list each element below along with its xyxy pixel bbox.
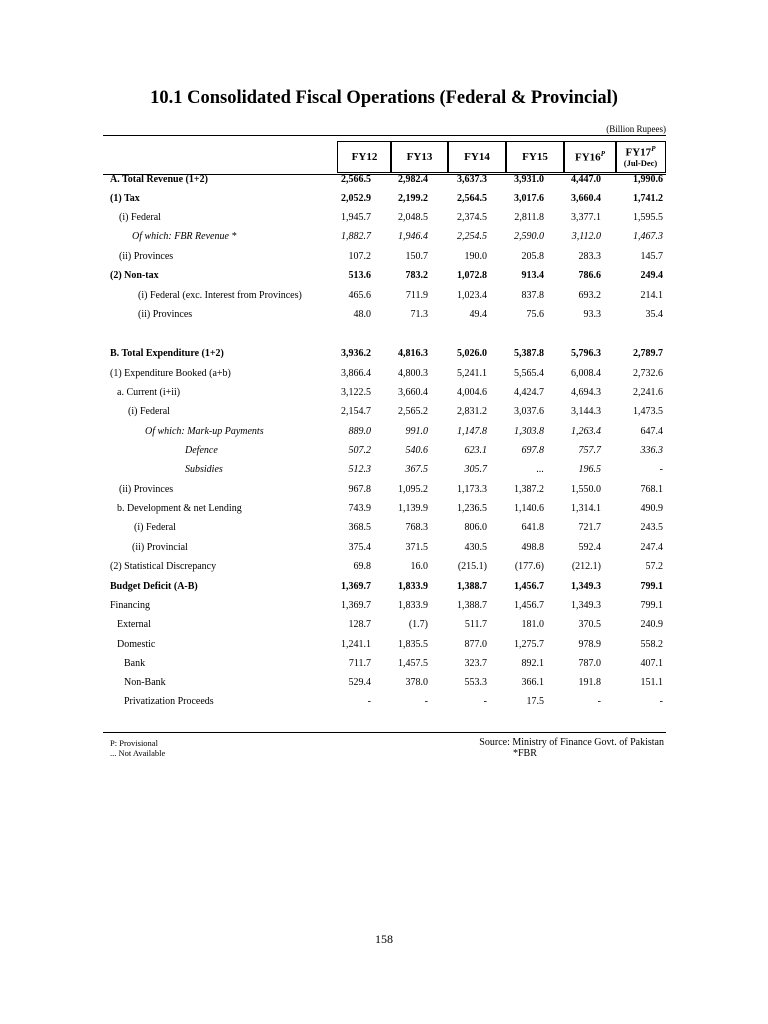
- table-cell: 529.4: [348, 677, 371, 688]
- table-cell: 2,565.2: [398, 406, 428, 417]
- table-cell: 1,314.1: [571, 503, 601, 514]
- table-cell: 407.1: [640, 658, 663, 669]
- table-cell: 191.8: [578, 677, 601, 688]
- table-cell: 1,303.8: [514, 426, 544, 437]
- table-cell: 4,424.7: [514, 387, 544, 398]
- table-cell: 2,831.2: [457, 406, 487, 417]
- table-cell: 16.0: [410, 561, 428, 572]
- table-cell: 511.7: [464, 619, 487, 630]
- row-label: (ii) Provincial: [132, 542, 188, 553]
- table-cell: 240.9: [640, 619, 663, 630]
- row-label: External: [117, 619, 151, 630]
- table-cell: 558.2: [640, 639, 663, 650]
- table-row: [0, 637, 768, 653]
- table-cell: 2,811.8: [514, 212, 544, 223]
- table-row: [0, 210, 768, 226]
- table-cell: 128.7: [348, 619, 371, 630]
- table-cell: 1,835.5: [398, 639, 428, 650]
- row-label: Domestic: [117, 639, 156, 650]
- table-cell: 1,945.7: [341, 212, 371, 223]
- table-cell: 1,369.7: [341, 600, 371, 611]
- table-cell: 1,387.2: [514, 484, 544, 495]
- table-row: [0, 694, 768, 710]
- table-cell: 48.0: [353, 309, 371, 320]
- table-row: [0, 559, 768, 575]
- table-cell: 69.8: [353, 561, 371, 572]
- table-cell: 1,072.8: [457, 270, 487, 281]
- table-cell: 1,140.6: [514, 503, 544, 514]
- row-label: (i) Federal: [128, 406, 170, 417]
- row-label: (2) Statistical Discrepancy: [110, 561, 217, 572]
- column-header: [505, 141, 565, 173]
- table-row: [0, 346, 768, 362]
- table-cell: 378.0: [405, 677, 428, 688]
- column-header-label: FY12: [351, 150, 378, 163]
- table-row: [0, 229, 768, 245]
- table-cell: 1,882.7: [341, 231, 371, 242]
- table-row: [0, 172, 768, 188]
- table-cell: 837.8: [521, 290, 544, 301]
- table-cell: 2,052.9: [341, 193, 371, 204]
- column-header: [337, 141, 392, 173]
- table-cell: 49.4: [469, 309, 487, 320]
- row-label: Of which: FBR Revenue *: [132, 231, 237, 242]
- table-cell: 2,590.0: [514, 231, 544, 242]
- table-cell: 181.0: [521, 619, 544, 630]
- table-cell: 1,467.3: [633, 231, 663, 242]
- table-cell: 1,241.1: [341, 639, 371, 650]
- row-label: B. Total Expenditure (1+2): [110, 348, 224, 359]
- table-cell: 370.5: [578, 619, 601, 630]
- column-header-label: FY14: [464, 150, 490, 163]
- table-cell: 806.0: [464, 522, 487, 533]
- table-cell: 1,349.3: [571, 581, 601, 592]
- table-cell: 4,447.0: [571, 174, 601, 185]
- table-cell: 711.7: [348, 658, 371, 669]
- table-cell: 768.3: [405, 522, 428, 533]
- table-cell: 2,254.5: [457, 231, 487, 242]
- table-row: [0, 366, 768, 382]
- table-cell: 323.7: [464, 658, 487, 669]
- table-cell: 107.2: [348, 251, 371, 262]
- table-cell: 3,660.4: [398, 387, 428, 398]
- table-row: [0, 501, 768, 517]
- table-cell: 2,374.5: [457, 212, 487, 223]
- table-cell: 93.3: [583, 309, 601, 320]
- table-cell: 967.8: [348, 484, 371, 495]
- table-cell: 623.1: [464, 445, 487, 456]
- table-cell: 5,565.4: [514, 368, 544, 379]
- table-cell: 743.9: [348, 503, 371, 514]
- table-cell: 2,154.7: [341, 406, 371, 417]
- table-cell: (177.6): [514, 561, 544, 572]
- row-label: Financing: [110, 600, 150, 611]
- column-header: [563, 141, 617, 173]
- table-cell: (212.1): [571, 561, 601, 572]
- column-header-label: FY17: [625, 146, 652, 159]
- table-cell: 1,595.5: [633, 212, 663, 223]
- table-row: [0, 520, 768, 536]
- table-cell: ...: [536, 464, 544, 475]
- row-label: Of which: Mark-up Payments: [145, 426, 264, 437]
- table-cell: 490.9: [640, 503, 663, 514]
- table-cell: 196.5: [578, 464, 601, 475]
- table-cell: 1,741.2: [633, 193, 663, 204]
- row-label: Subsidies: [185, 464, 223, 475]
- table-cell: 1,990.6: [633, 174, 663, 185]
- table-cell: 214.1: [640, 290, 663, 301]
- table-row: [0, 540, 768, 556]
- table-cell: 641.8: [521, 522, 544, 533]
- table-cell: 243.5: [640, 522, 663, 533]
- table-cell: 1,388.7: [457, 600, 487, 611]
- table-cell: 305.7: [464, 464, 487, 475]
- column-header: [447, 141, 507, 173]
- row-label: (ii) Provinces: [138, 309, 193, 320]
- table-cell: 465.6: [348, 290, 371, 301]
- row-label: (i) Federal: [134, 522, 176, 533]
- table-cell: 3,144.3: [571, 406, 601, 417]
- table-cell: (215.1): [457, 561, 487, 572]
- table-cell: 1,349.3: [571, 600, 601, 611]
- table-row: [0, 656, 768, 672]
- table-row: [0, 675, 768, 691]
- column-header-subtitle: (Jul-Dec): [623, 158, 658, 169]
- table-cell: 3,377.1: [571, 212, 601, 223]
- table-bottom-rule: [103, 732, 666, 733]
- table-cell: 540.6: [405, 445, 428, 456]
- table-cell: 1,095.2: [398, 484, 428, 495]
- table-cell: 71.3: [410, 309, 428, 320]
- table-cell: 1,236.5: [457, 503, 487, 514]
- table-cell: 1,173.3: [457, 484, 487, 495]
- table-cell: 2,982.4: [398, 174, 428, 185]
- row-label: (ii) Provinces: [119, 484, 174, 495]
- table-top-rule: [103, 135, 666, 136]
- table-cell: 787.0: [578, 658, 601, 669]
- table-row: [0, 307, 768, 323]
- table-cell: 783.2: [405, 270, 428, 281]
- table-cell: 3,037.6: [514, 406, 544, 417]
- row-label: Budget Deficit (A-B): [110, 581, 198, 592]
- table-cell: 1,388.7: [457, 581, 487, 592]
- table-cell: 2,732.6: [633, 368, 663, 379]
- table-cell: 1,275.7: [514, 639, 544, 650]
- table-cell: 249.4: [640, 270, 663, 281]
- table-row: [0, 617, 768, 633]
- table-cell: 205.8: [521, 251, 544, 262]
- table-cell: 3,017.6: [514, 193, 544, 204]
- table-row: [0, 443, 768, 459]
- table-row: [0, 404, 768, 420]
- row-label: a. Current (i+ii): [117, 387, 181, 398]
- table-cell: 150.7: [405, 251, 428, 262]
- table-cell: 1,550.0: [571, 484, 601, 495]
- table-cell: 151.1: [640, 677, 663, 688]
- table-cell: 1,139.9: [398, 503, 428, 514]
- table-cell: -: [483, 696, 487, 707]
- table-cell: 3,866.4: [341, 368, 371, 379]
- page-title: 10.1 Consolidated Fiscal Operations (Federal & Provincial): [150, 88, 618, 108]
- table-cell: 498.8: [521, 542, 544, 553]
- table-cell: 799.1: [640, 600, 663, 611]
- table-cell: 5,241.1: [457, 368, 487, 379]
- table-cell: 4,694.3: [571, 387, 601, 398]
- table-cell: 1,473.5: [633, 406, 663, 417]
- table-cell: 367.5: [405, 464, 428, 475]
- fbr-note: *FBR: [513, 748, 537, 759]
- table-cell: 35.4: [645, 309, 663, 320]
- table-cell: 889.0: [348, 426, 371, 437]
- table-cell: 5,796.3: [571, 348, 601, 359]
- table-cell: 757.7: [578, 445, 601, 456]
- source-note: Source: Ministry of Finance Govt. of Pakistan: [479, 737, 664, 748]
- table-cell: 6,008.4: [571, 368, 601, 379]
- table-row: [0, 424, 768, 440]
- table-cell: 1,457.5: [398, 658, 428, 669]
- column-header-label: FY13: [406, 150, 433, 163]
- table-cell: 145.7: [640, 251, 663, 262]
- table-cell: 592.4: [578, 542, 601, 553]
- table-cell: 1,023.4: [457, 290, 487, 301]
- table-cell: 721.7: [578, 522, 601, 533]
- table-cell: 1,147.8: [457, 426, 487, 437]
- table-row: [0, 249, 768, 265]
- table-cell: 693.2: [578, 290, 601, 301]
- table-row: [0, 385, 768, 401]
- table-cell: 647.4: [640, 426, 663, 437]
- table-cell: 507.2: [348, 445, 371, 456]
- table-cell: 2,199.2: [398, 193, 428, 204]
- table-cell: 3,637.3: [457, 174, 487, 185]
- table-cell: 1,263.4: [571, 426, 601, 437]
- table-cell: 2,564.5: [457, 193, 487, 204]
- table-cell: 2,566.5: [341, 174, 371, 185]
- table-cell: 1,833.9: [398, 600, 428, 611]
- table-cell: -: [367, 696, 371, 707]
- table-cell: 3,112.0: [571, 231, 601, 242]
- table-cell: 513.6: [348, 270, 371, 281]
- table-row: [0, 598, 768, 614]
- column-header: [390, 141, 449, 173]
- column-header-superscript: P: [600, 149, 605, 158]
- table-cell: -: [424, 696, 428, 707]
- table-cell: 190.0: [464, 251, 487, 262]
- table-cell: 711.9: [405, 290, 428, 301]
- table-cell: 978.9: [578, 639, 601, 650]
- table-cell: 430.5: [464, 542, 487, 553]
- table-cell: -: [659, 696, 663, 707]
- table-row: [0, 288, 768, 304]
- row-label: (2) Non-tax: [110, 270, 159, 281]
- row-label: b. Development & net Lending: [117, 503, 242, 514]
- table-cell: 336.3: [640, 445, 663, 456]
- table-cell: 1,456.7: [514, 581, 544, 592]
- table-cell: (1.7): [408, 619, 428, 630]
- table-cell: 697.8: [521, 445, 544, 456]
- table-cell: 1,456.7: [514, 600, 544, 611]
- table-cell: 768.1: [640, 484, 663, 495]
- table-row: [0, 579, 768, 595]
- table-cell: 512.3: [348, 464, 371, 475]
- row-label: Defence: [185, 445, 218, 456]
- table-row: [0, 268, 768, 284]
- table-cell: 991.0: [405, 426, 428, 437]
- row-label: (1) Expenditure Booked (a+b): [110, 368, 231, 379]
- table-cell: 4,004.6: [457, 387, 487, 398]
- row-label: Privatization Proceeds: [124, 696, 214, 707]
- table-cell: 1,369.7: [341, 581, 371, 592]
- table-cell: 3,931.0: [514, 174, 544, 185]
- note-provisional: P: Provisional: [110, 738, 158, 748]
- table-cell: 892.1: [521, 658, 544, 669]
- table-cell: 4,800.3: [398, 368, 428, 379]
- column-header-label: FY15: [522, 150, 548, 163]
- row-label: A. Total Revenue (1+2): [110, 174, 208, 185]
- table-cell: 57.2: [645, 561, 663, 572]
- table-cell: 75.6: [526, 309, 544, 320]
- row-label: (i) Federal (exc. Interest from Provinces): [138, 290, 302, 301]
- table-cell: -: [659, 464, 663, 475]
- table-cell: 283.3: [578, 251, 601, 262]
- row-label: (ii) Provinces: [119, 251, 174, 262]
- table-cell: 371.5: [405, 542, 428, 553]
- table-cell: 2,241.6: [633, 387, 663, 398]
- table-cell: 553.3: [464, 677, 487, 688]
- note-not-available: ... Not Available: [110, 748, 166, 758]
- table-cell: 877.0: [464, 639, 487, 650]
- table-cell: 1,833.9: [398, 581, 428, 592]
- table-cell: 17.5: [526, 696, 544, 707]
- table-cell: 799.1: [640, 581, 663, 592]
- table-row: [0, 482, 768, 498]
- table-cell: 1,946.4: [398, 231, 428, 242]
- table-cell: 366.1: [521, 677, 544, 688]
- table-cell: -: [597, 696, 601, 707]
- column-header-label: FY16: [575, 151, 601, 164]
- column-header-superscript: P: [651, 144, 656, 153]
- row-label: (i) Federal: [119, 212, 161, 223]
- row-label: Bank: [124, 658, 146, 669]
- table-row: [0, 462, 768, 478]
- table-cell: 4,816.3: [398, 348, 428, 359]
- table-cell: 2,048.5: [398, 212, 428, 223]
- row-label: Non-Bank: [124, 677, 166, 688]
- table-cell: 5,387.8: [514, 348, 544, 359]
- table-cell: 368.5: [348, 522, 371, 533]
- table-cell: 3,936.2: [341, 348, 371, 359]
- table-cell: 3,122.5: [341, 387, 371, 398]
- table-cell: 913.4: [521, 270, 544, 281]
- table-cell: 5,026.0: [457, 348, 487, 359]
- table-cell: 786.6: [578, 270, 601, 281]
- row-label: (1) Tax: [110, 193, 140, 204]
- table-row: [0, 191, 768, 207]
- page-number: 158: [375, 932, 393, 946]
- table-cell: 3,660.4: [571, 193, 601, 204]
- column-header: [615, 141, 666, 173]
- table-cell: 2,789.7: [633, 348, 663, 359]
- table-cell: 375.4: [348, 542, 371, 553]
- table-cell: 247.4: [640, 542, 663, 553]
- unit-label: (Billion Rupees): [606, 124, 666, 134]
